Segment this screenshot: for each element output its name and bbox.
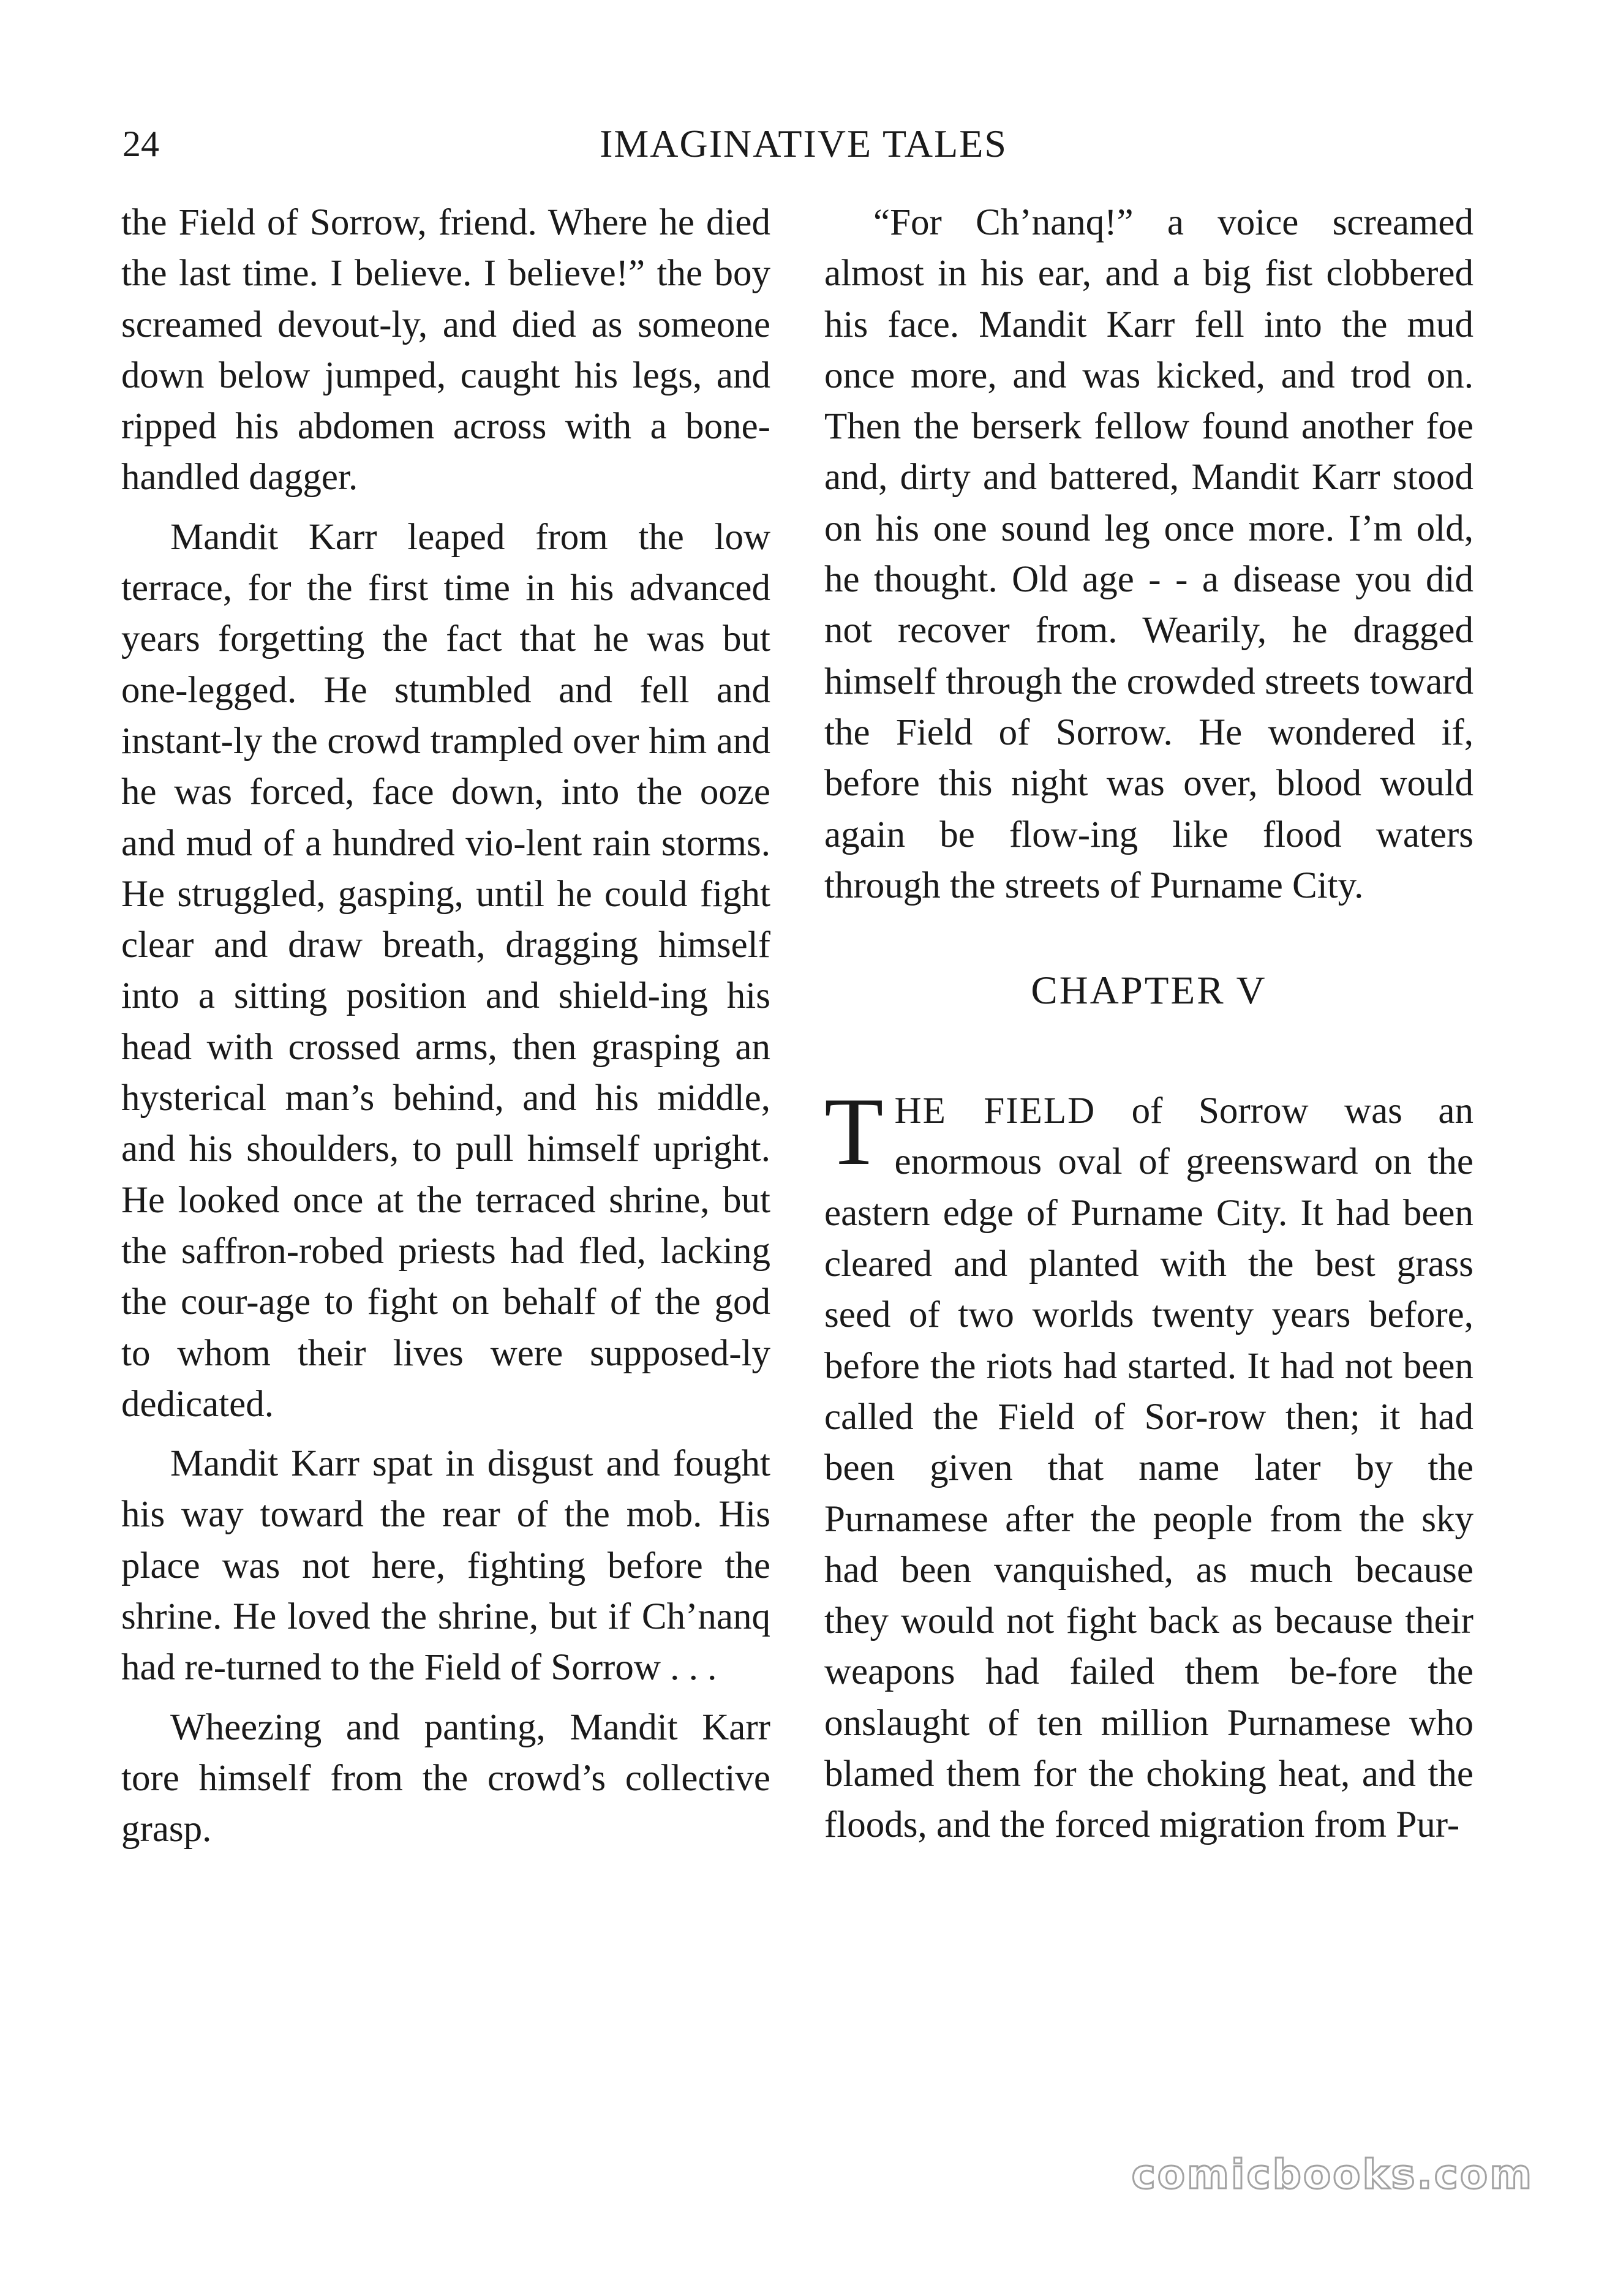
chapter-opening-paragraph	[824, 1078, 1473, 1850]
chapter-text: of Sorrow was an enormous oval of greensward on the eastern edge of Purname City. It had been cleared and planted with the best grass seed of two worlds twenty years before, before the riots had started. It had not been called the Field of Sor-row then; it had been given that name later by the Purnamese after the people from the sky had been vanquished, as much because they would not fight back as because their weapons had failed them be-fore the onslaught of ten million Purnamese who blamed them for the choking heat, and the floods, and the forced migration from Pur-	[824, 1090, 1473, 1846]
paragraph: Mandit Karr spat in disgust and fought his way toward the rear of the mob. His place was not here, fighting before the shrine. He loved the shrine, but if Ch’nanq had re-turned to the Field of Sorrow . . .	[121, 1443, 770, 1689]
watermark-logo: comicbooks.com	[1131, 2151, 1534, 2198]
paragraph: the Field of Sorrow, friend. Where he died the last time. I believe. I believe!” the boy screamed devout-ly, and died as someone down below jumped, caught his legs, and ripped his abdomen across with a bone-handled dagger.	[121, 202, 770, 498]
paragraph: “For Ch’nanq!” a voice screamed almost in his ear, and a big fist clobbered his face. Mandit Karr fell into the mud once more, and was kicked, and trod on. Then the berserk fellow found another foe and, dirty and battered, Mandit Karr stood on his one sound leg once more. I’m old, he thought. Old age - - a disease you did not recover from. Wearily, he dragged himself through the crowded streets toward the Field of Sorrow. He wondered if, before this night was over, blood would again be flow-ing like flood waters through the streets of Purname City.	[824, 202, 1473, 906]
page-number: 24	[122, 124, 159, 164]
chapter-lead-caps: HE FIELD	[894, 1090, 1096, 1132]
left-column	[121, 197, 770, 1855]
chapter-heading: CHAPTER V	[1031, 969, 1267, 1013]
running-title: IMAGINATIVE TALES	[600, 122, 1007, 165]
right-column	[824, 197, 1473, 1851]
paragraph: Mandit Karr leaped from the low terrace, for the first time in his advanced years forgetting the fact that he was but one-legged. He stumbled and fell and instant-ly the crowd trampled over him and he was forced, face down, into the ooze and mud of a hundred vio-lent rain storms. He struggled, gasping, until he could fight clear and draw breath, dragging himself into a sitting position and shield-ing his head with crossed arms, then grasping an hysterical man’s behind, and his middle, and his shoulders, to pull himself upright. He looked once at the terraced shrine, but the saffron-robed priests had fled, lacking the cour-age to fight on behalf of the god to whom their lives were supposed-ly dedicated.	[121, 516, 770, 1425]
paragraph: Wheezing and panting, Mandit Karr tore himself from the crowd’s collective grasp.	[121, 1706, 770, 1850]
drop-cap: T	[824, 1078, 884, 1186]
